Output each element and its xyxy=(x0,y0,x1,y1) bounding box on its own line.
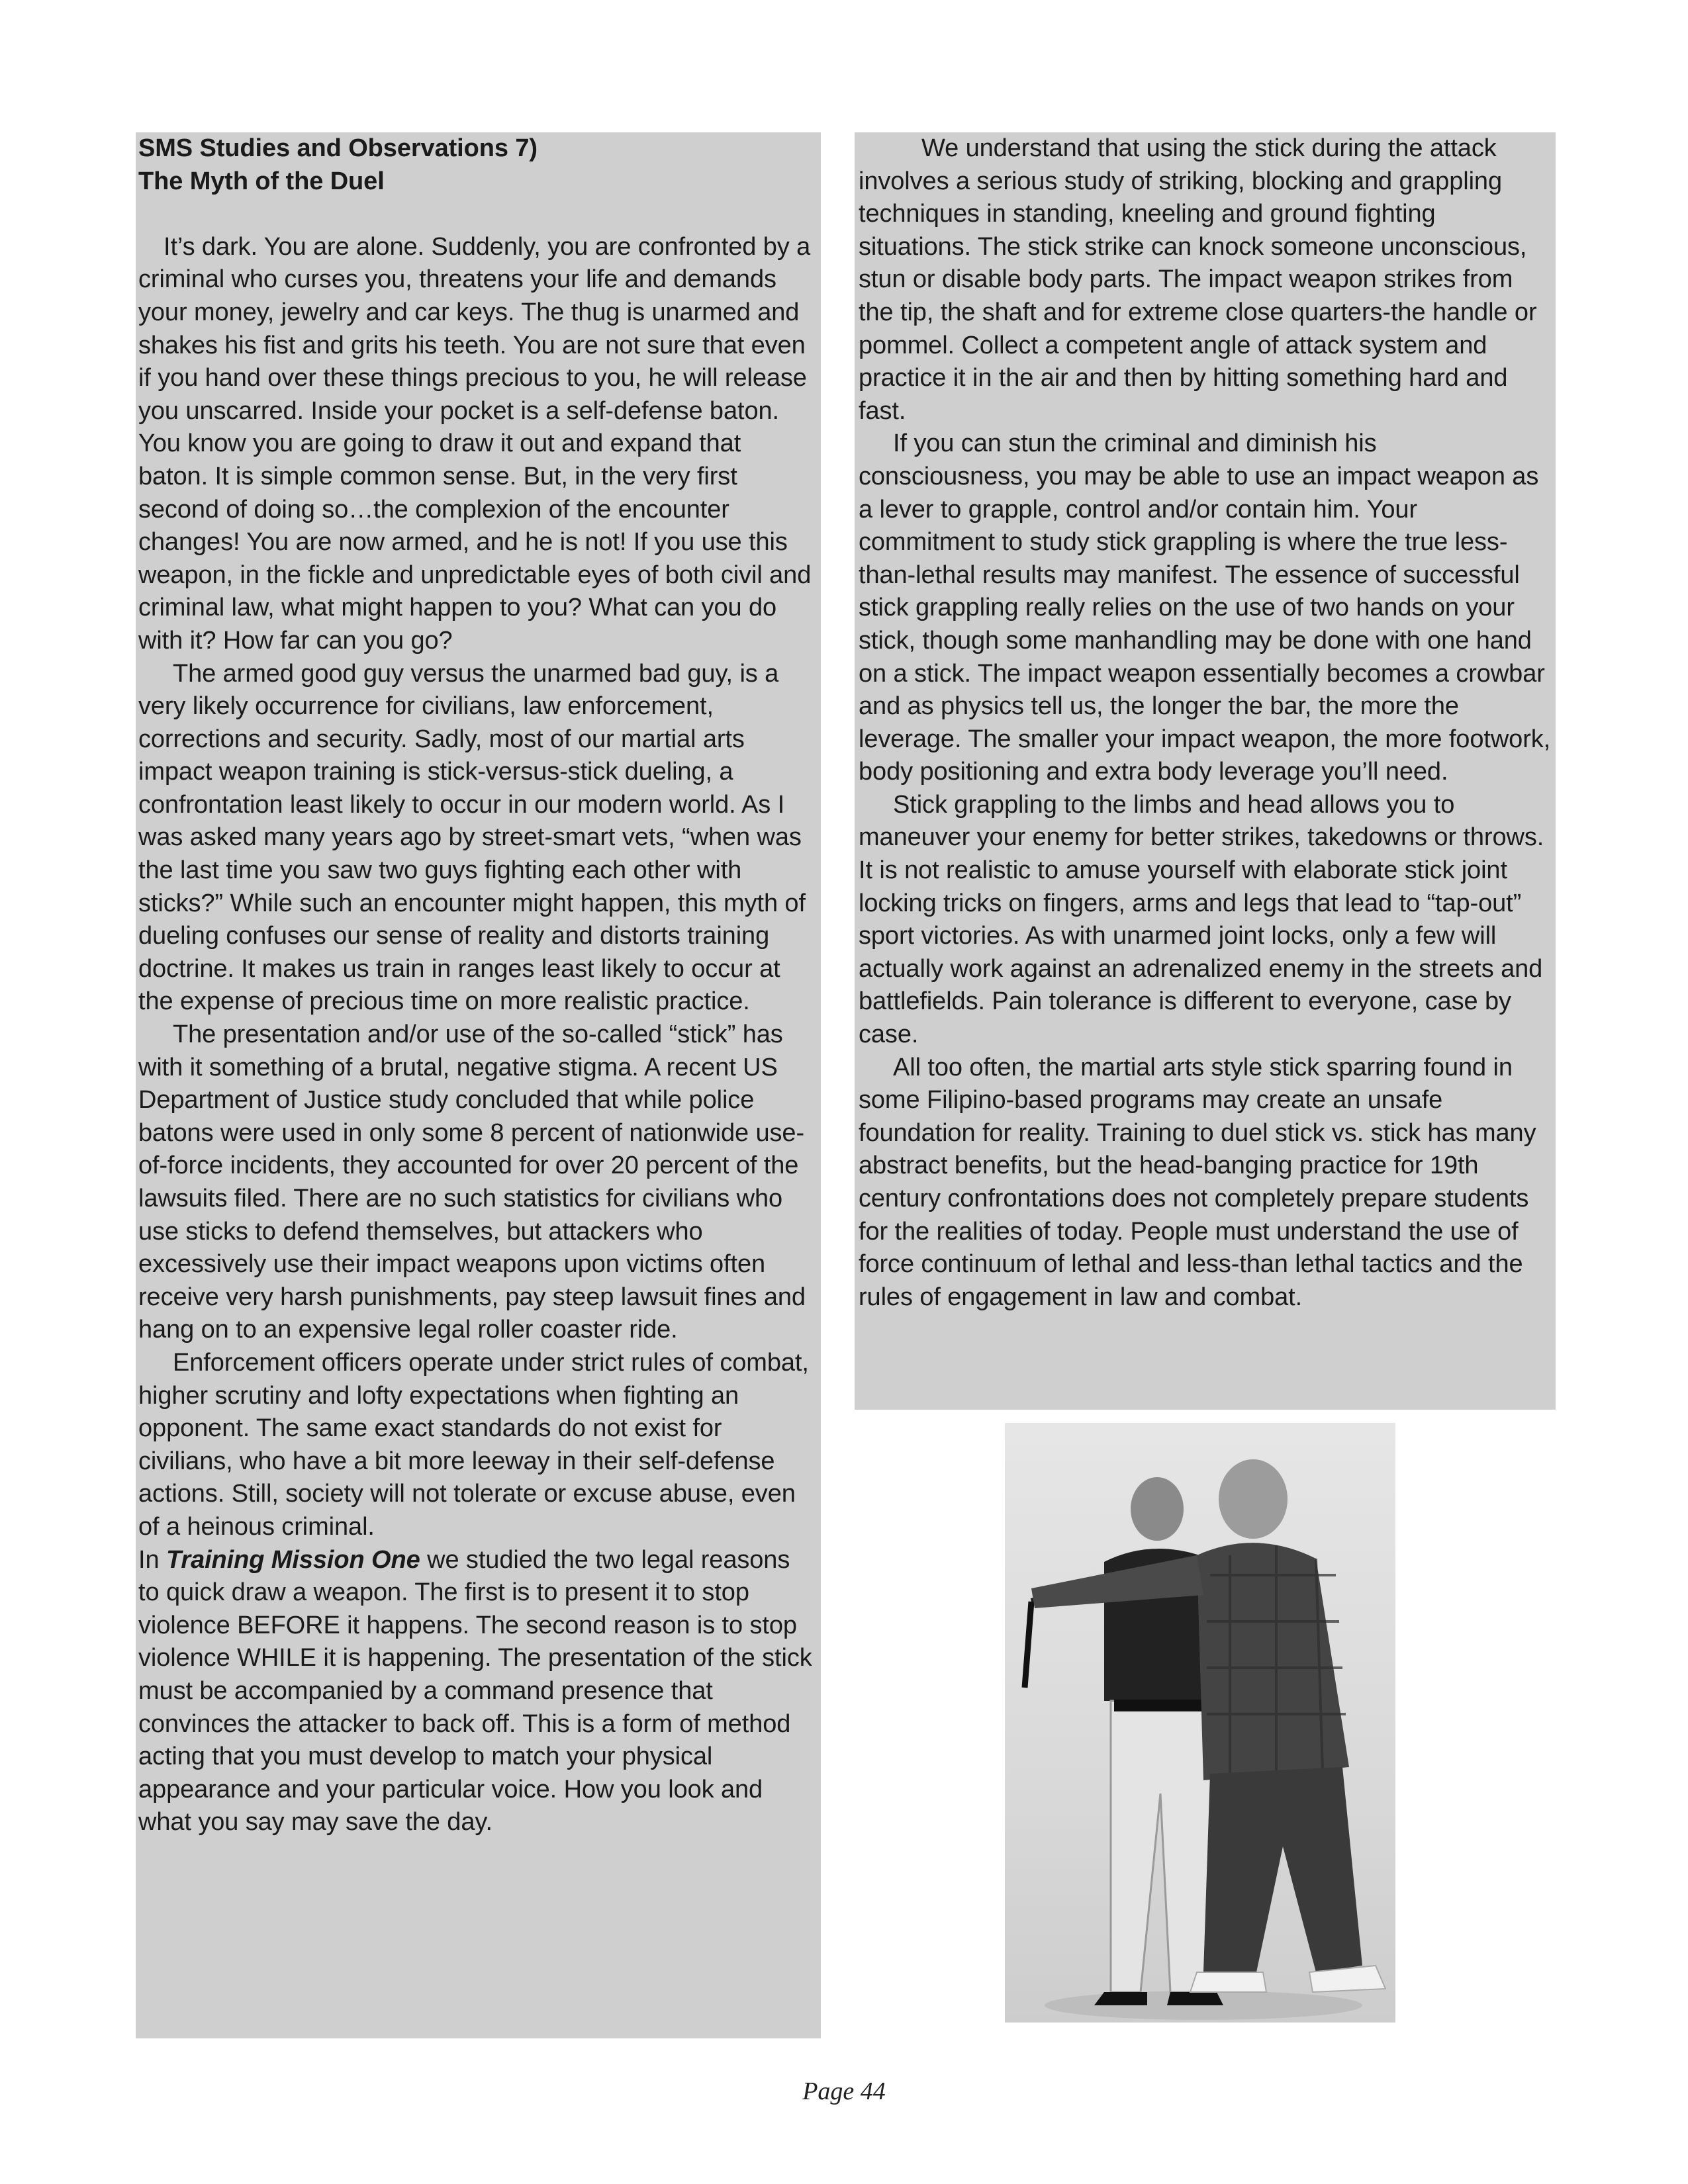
photo-illustration xyxy=(1005,1423,1395,2023)
left-text-column xyxy=(136,132,821,2038)
article-heading-line1: SMS Studies and Observations 7) xyxy=(138,134,538,162)
paragraph: Enforcement officers operate under strict rules of combat, higher scrutiny and lofty expectations when fighting an opponent. The same exact standards do not exist for civilians, who have a bit more leeway in their self-defense actions. Still, society will not tolerate or excuse abuse, even of a heinous criminal. xyxy=(138,1348,809,1541)
photo-stick-grappling xyxy=(1005,1423,1395,2023)
text-rest: we studied the two legal reasons to quick draw a weapon. The first is to present it to stop violence BEFORE it happens. The second reason is to stop violence WHILE it is happening. The presentation of the stick must be accompanied by a command presence that convinces the attacker to back off. This is a form of method acting that you must develop to match your physical appearance and your particular voice. How you look and what you say may save the day. xyxy=(138,1545,812,1837)
paragraph: We understand that using the stick during the attack involves a serious study of striking, blocking and grappling techniques in standing, kneeling and ground fighting situations. The stick strike can knock someone unconscious, stun or disable body parts. The impact weapon strikes from the tip, the shaft and for extreme close quarters-the handle or pommel. Collect a competent angle of attack system and practice it in the air and then by hitting something hard and fast. xyxy=(859,134,1537,425)
paragraph: The armed good guy versus the unarmed bad guy, is a very likely occurrence for civilians, law enforcement, corrections and security. Sadly, most of our martial arts impact weapon training is stick-versus-stick dueling, a confrontation least likely to occur in our modern world. As I was asked many years ago by street-smart vets, “when was the last time you saw two guys fighting each other with sticks?” While such an encounter might happen, this myth of dueling confuses our sense of reality and distorts training doctrine. It makes us train in ranges least likely to occur at the expense of precious time on more realistic practice. xyxy=(138,659,806,1016)
paragraph: Stick grappling to the limbs and head allows you to maneuver your enemy for better strikes, takedowns or throws. It is not realistic to amuse yourself with elaborate stick joint locking tricks on fingers, arms and legs that lead to “tap-out” sport victories. As with unarmed joint locks, only a few will actually work against an adrenalized enemy in the streets and battlefields. Pain tolerance is different to everyone, case by case. xyxy=(859,790,1544,1049)
paragraph: It’s dark. You are alone. Suddenly, you are confronted by a criminal who curses you, threatens your life and demands your money, jewelry and car keys. The thug is unarmed and shakes his fist and grits his teeth. You are not sure that even if you hand over these things precious to you, he will release you unscarred. Inside your pocket is a self-defense baton. You know you are going to draw it out and expand that baton. It is simple common sense. But, in the very first second of doing so…the complexion of the encounter changes! You are now armed, and he is not! If you use this weapon, in the fickle and unpredictable eyes of both civil and criminal law, what might happen to you? What can you do with it? How far can you go? xyxy=(138,232,812,655)
right-text-column xyxy=(855,132,1556,1410)
paragraph-training-mission xyxy=(138,1544,816,1839)
page-number: Page 44 xyxy=(802,2077,886,2105)
text-prefix: In xyxy=(138,1545,166,1574)
paragraph: The presentation and/or use of the so-called “stick” has with it something of a brutal, negative stigma. A recent US Department of Justice study concluded that while police batons were used in only some 8 percent of nationwide use-of-force incidents, they accounted for over 20 percent of the lawsuits filed. There are no such statistics for civilians who use sticks to defend themselves, but attackers who excessively use their impact weapons upon victims often receive very harsh punishments, pay steep lawsuit fines and hang on to an expensive legal roller coaster ride. xyxy=(138,1021,806,1344)
paragraph: All too often, the martial arts style stick sparring found in some Filipino-based programs may create an unsafe foundation for reality. Training to duel stick vs. stick has many abstract benefits, but the head-banging practice for 19th century confrontations does not completely prepare students for the realities of today. People must understand the use of force continuum of lethal and less-than lethal tactics and the rules of engagement in law and combat. xyxy=(859,1053,1536,1311)
paragraph: If you can stun the criminal and diminish his consciousness, you may be able to use an impact weapon as a lever to grapple, control and/or contain him. Your commitment to study stick grappling is where the true less-than-lethal results may manifest. The essence of successful stick grappling really relies on the use of two hands on your stick, though some manhandling may be done with one hand on a stick. The impact weapon essentially becomes a crowbar and as physics tell us, the longer the bar, the more the leverage. The smaller your impact weapon, the more footwork, body positioning and extra body leverage you’ll need. xyxy=(859,430,1551,786)
article-heading-line2: The Myth of the Duel xyxy=(138,167,385,195)
emphasis-training-mission-one: Training Mission One xyxy=(165,1545,420,1574)
